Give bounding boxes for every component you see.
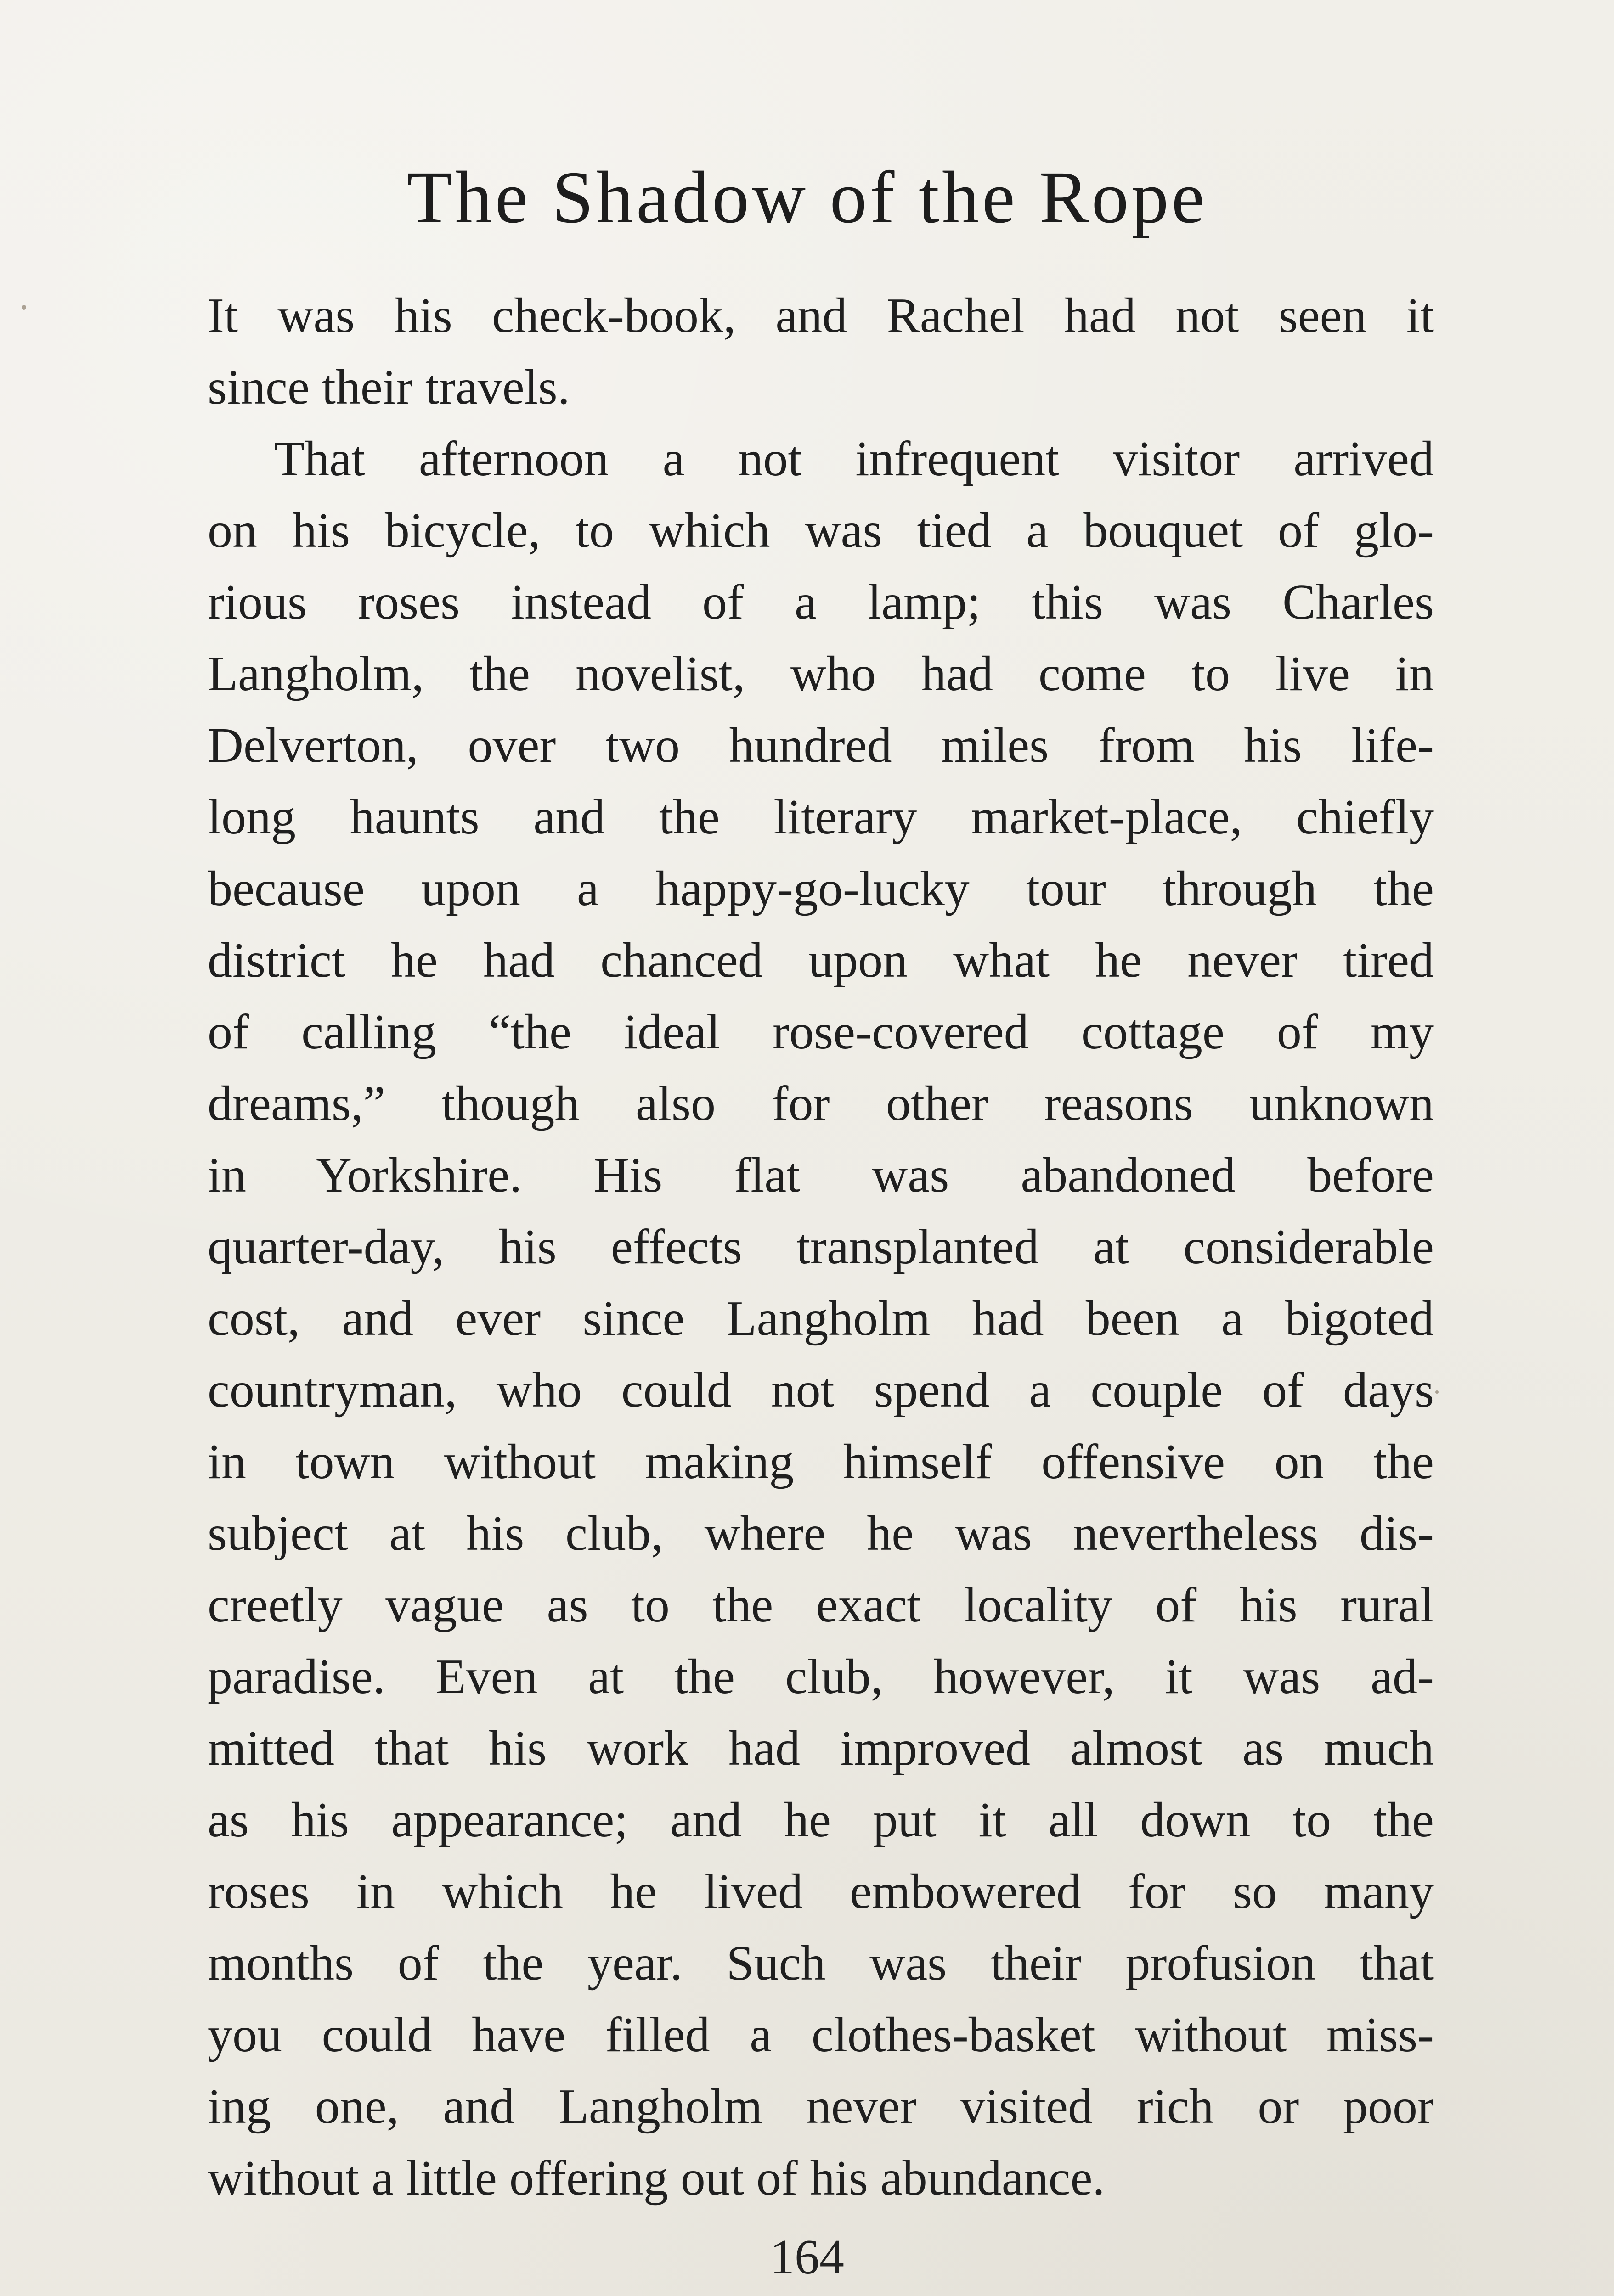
text-line: in town without making himself offensive on the [208, 1435, 1434, 1489]
text-line: subject at his club, where he was nevertheless dis- [208, 1506, 1434, 1561]
text-line: ing one, and Langholm never visited rich or poor [208, 2079, 1434, 2134]
text-line: months of the year. Such was their profusion that [208, 1936, 1434, 1991]
text-line: cost, and ever since Langholm had been a bigoted [208, 1291, 1434, 1346]
text-line: mitted that his work had improved almost as much [208, 1721, 1434, 1776]
text-line: of calling “the ideal rose-covered cottage of my [208, 1005, 1434, 1059]
text-line: dreams,” though also for other reasons unknown [208, 1076, 1434, 1131]
page-speck [1435, 1390, 1439, 1394]
text-line: That afternoon a not infrequent visitor arrived [274, 432, 1434, 486]
text-line: quarter-day, his effects transplanted at considerable [208, 1220, 1434, 1274]
text-line: creetly vague as to the exact locality of his rural [208, 1578, 1434, 1632]
text-line: in Yorkshire. His flat was abandoned before [208, 1148, 1434, 1203]
body-text [208, 280, 1434, 2214]
running-header: The Shadow of the Rope [406, 157, 1208, 239]
text-line: rious roses instead of a lamp; this was Charles [208, 575, 1434, 630]
text-line: district he had chanced upon what he never tired [208, 933, 1434, 988]
text-line: you could have filled a clothes-basket without miss- [208, 2008, 1434, 2062]
text-line: as his appearance; and he put it all down to the [208, 1793, 1434, 1847]
text-line: countryman, who could not spend a couple of days [208, 1363, 1434, 1418]
page-number: 164 [770, 2230, 844, 2285]
text-line: paradise. Even at the club, however, it was ad- [208, 1649, 1434, 1704]
text-line: roses in which he lived embowered for so many [208, 1864, 1434, 1919]
text-line: long haunts and the literary market-place, chiefly [208, 790, 1434, 844]
text-line: It was his check-book, and Rachel had not seen it [208, 288, 1434, 343]
page-speck [22, 305, 26, 310]
text-line: without a little offering out of his abundance. [208, 2151, 1105, 2206]
text-line: Delverton, over two hundred miles from his life- [208, 718, 1434, 773]
text-line: because upon a happy-go-lucky tour through the [208, 861, 1434, 916]
text-line: Langholm, the novelist, who had come to live in [208, 647, 1434, 701]
text-line: on his bicycle, to which was tied a bouquet of glo- [208, 503, 1434, 558]
text-line: since their travels. [208, 360, 570, 415]
